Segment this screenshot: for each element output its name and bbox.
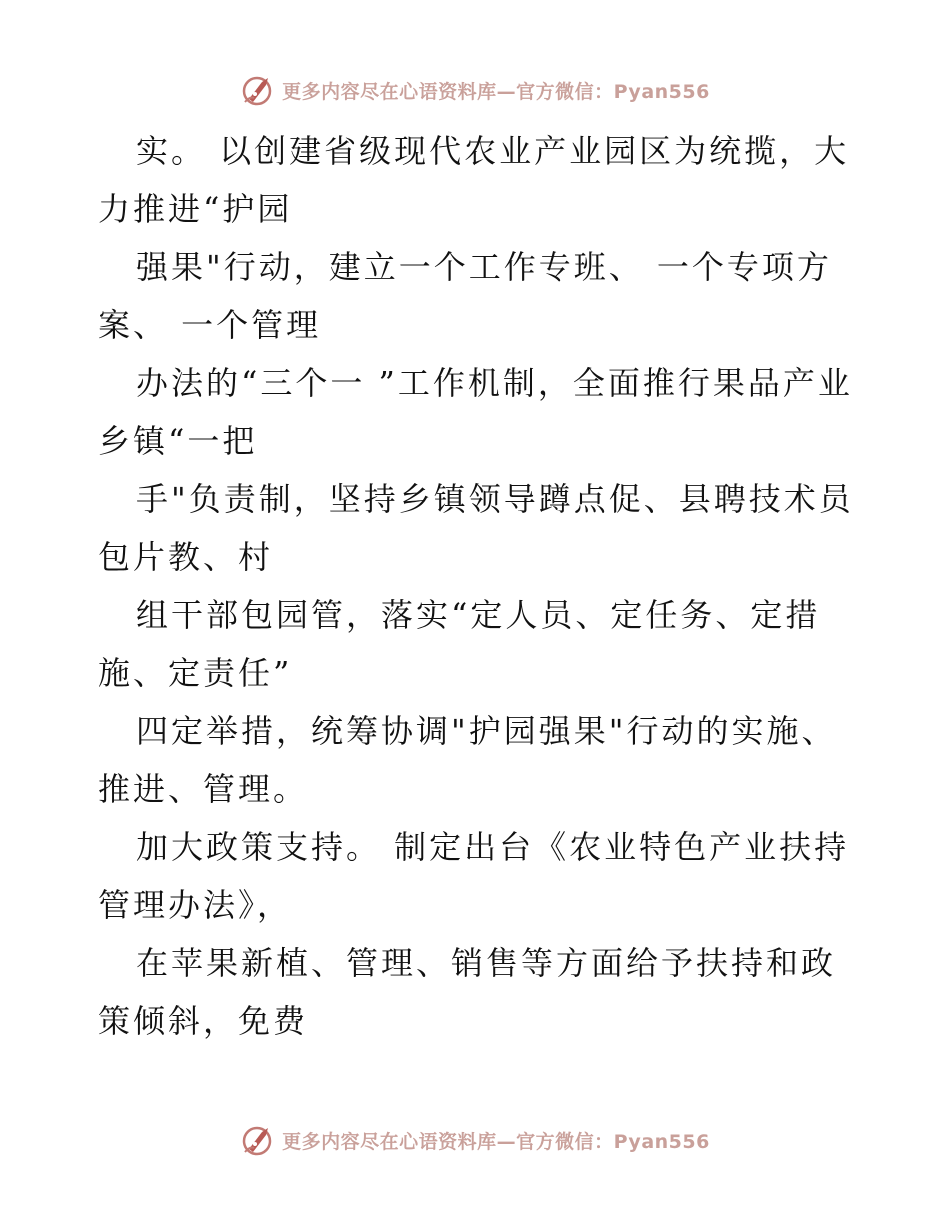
paragraph-6: 四定举措，统筹协调"护园强果"行动的实施、推进、管理。 <box>98 712 837 808</box>
paragraph-8: 在苹果新植、管理、销售等方面给予扶持和政策倾斜，免费 <box>98 944 837 1040</box>
paragraph-7: 加大政策支持。 制定出台《农业特色产业扶持管理办法》， <box>98 828 850 924</box>
paragraph-2: 强果"行动，建立一个工作专班、 一个专项方案、 一个管理 <box>98 248 832 344</box>
document-body <box>98 122 858 1050</box>
paragraph-4: 手"负责制，坚持乡镇领导蹲点促、县聘技术员包片教、村 <box>98 480 854 576</box>
paragraph-3: 办法的“三个一 ”工作机制，全面推行果品产业乡镇“一把 <box>98 364 853 460</box>
header-watermark <box>0 70 950 110</box>
paragraph-1: 实。 以创建省级现代农业产业园区为统揽，大力推进“护园 <box>98 132 850 228</box>
paragraph-5: 组干部包园管，落实“定人员、定任务、定措施、定责任” <box>98 596 821 692</box>
header-watermark-text: 更多内容尽在心语资料库—官方微信：Pyan556 <box>282 80 710 103</box>
pen-nib-logo-icon <box>240 72 276 108</box>
pen-nib-logo-icon <box>240 1122 276 1158</box>
footer-watermark-text: 更多内容尽在心语资料库—官方微信：Pyan556 <box>282 1130 710 1153</box>
footer-watermark <box>0 1120 950 1160</box>
